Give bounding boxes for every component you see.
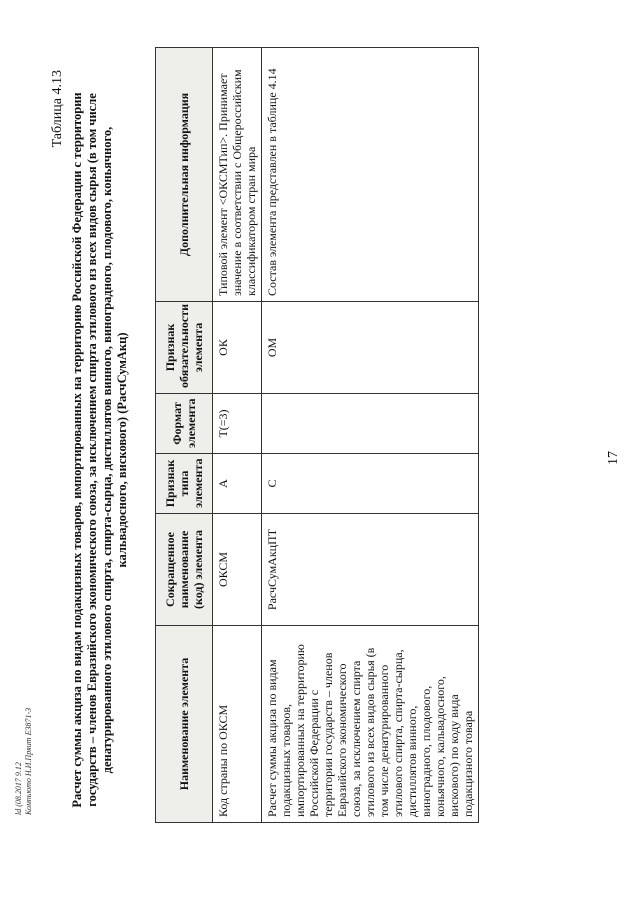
- table-row: [262, 48, 479, 823]
- page-number: 17: [606, 451, 621, 465]
- table-title: [70, 85, 130, 815]
- title-line: государств – членов Евразийского экономического союза, за исключением спирта этилового из всех видов сырья (в том числе: [85, 93, 99, 807]
- footer-line: ld (08.2017 9.12: [14, 762, 23, 815]
- column-header: Формат элемента: [156, 394, 213, 454]
- element-info-cell: Типовой элемент <ОКСМТип>. Принимает значение в соответствии с Общероссийским классификатором стран мира: [213, 48, 262, 302]
- element-format-cell: [262, 394, 479, 454]
- title-line: денатурированного этилового спирта, спирта-сырца, дистиллятов винного, виноградного, плодового, коньячного,: [100, 126, 114, 774]
- element-name-cell: Расчет суммы акциза по видам подакцизных товаров, импортированных на территорию Российской Федерации с территории государств – членов Евразийского экономического союза, за исключением спирта этилового из всех видов сырья (в том числе денатурированного этилового спирта, спирта-сырца, дистиллятов винного, виноградного, плодового, коньячного, кальвадосного, вискового) по коду вида подакцизного товара: [262, 626, 479, 823]
- column-header: Признак типа элемента: [156, 454, 213, 514]
- element-code-cell: ОКСМ: [213, 514, 262, 626]
- column-header: Признак обязательности элемента: [156, 302, 213, 394]
- table-row: [213, 48, 262, 823]
- table-label: Таблица 4.13: [50, 70, 65, 148]
- title-line: кальвадосного, вискового) (РасчСумАкц): [115, 332, 129, 568]
- element-type-cell: С: [262, 454, 479, 514]
- footer-stamp: [14, 708, 34, 815]
- element-required-cell: ОК: [213, 302, 262, 394]
- element-info-cell: Состав элемента представлен в таблице 4.14: [262, 48, 479, 302]
- element-table: [155, 47, 479, 823]
- element-format-cell: T(=3): [213, 394, 262, 454]
- title-line: Расчет суммы акциза по видам подакцизных товаров, импортированных на территорию Российской Федерации с территории: [70, 92, 84, 808]
- column-header: Наименование элемента: [156, 626, 213, 823]
- element-name-cell: Код страны по ОКСМ: [213, 626, 262, 823]
- table-header-row: [156, 48, 213, 823]
- element-code-cell: РасчСумАкцПТ: [262, 514, 479, 626]
- column-header: Дополнительная информация: [156, 48, 213, 302]
- column-header: Сокращенное наименование (код) элемента: [156, 514, 213, 626]
- element-type-cell: А: [213, 454, 262, 514]
- footer-line: Компьюто Н.И.Пряит E3871-3: [24, 707, 33, 815]
- element-required-cell: ОМ: [262, 302, 479, 394]
